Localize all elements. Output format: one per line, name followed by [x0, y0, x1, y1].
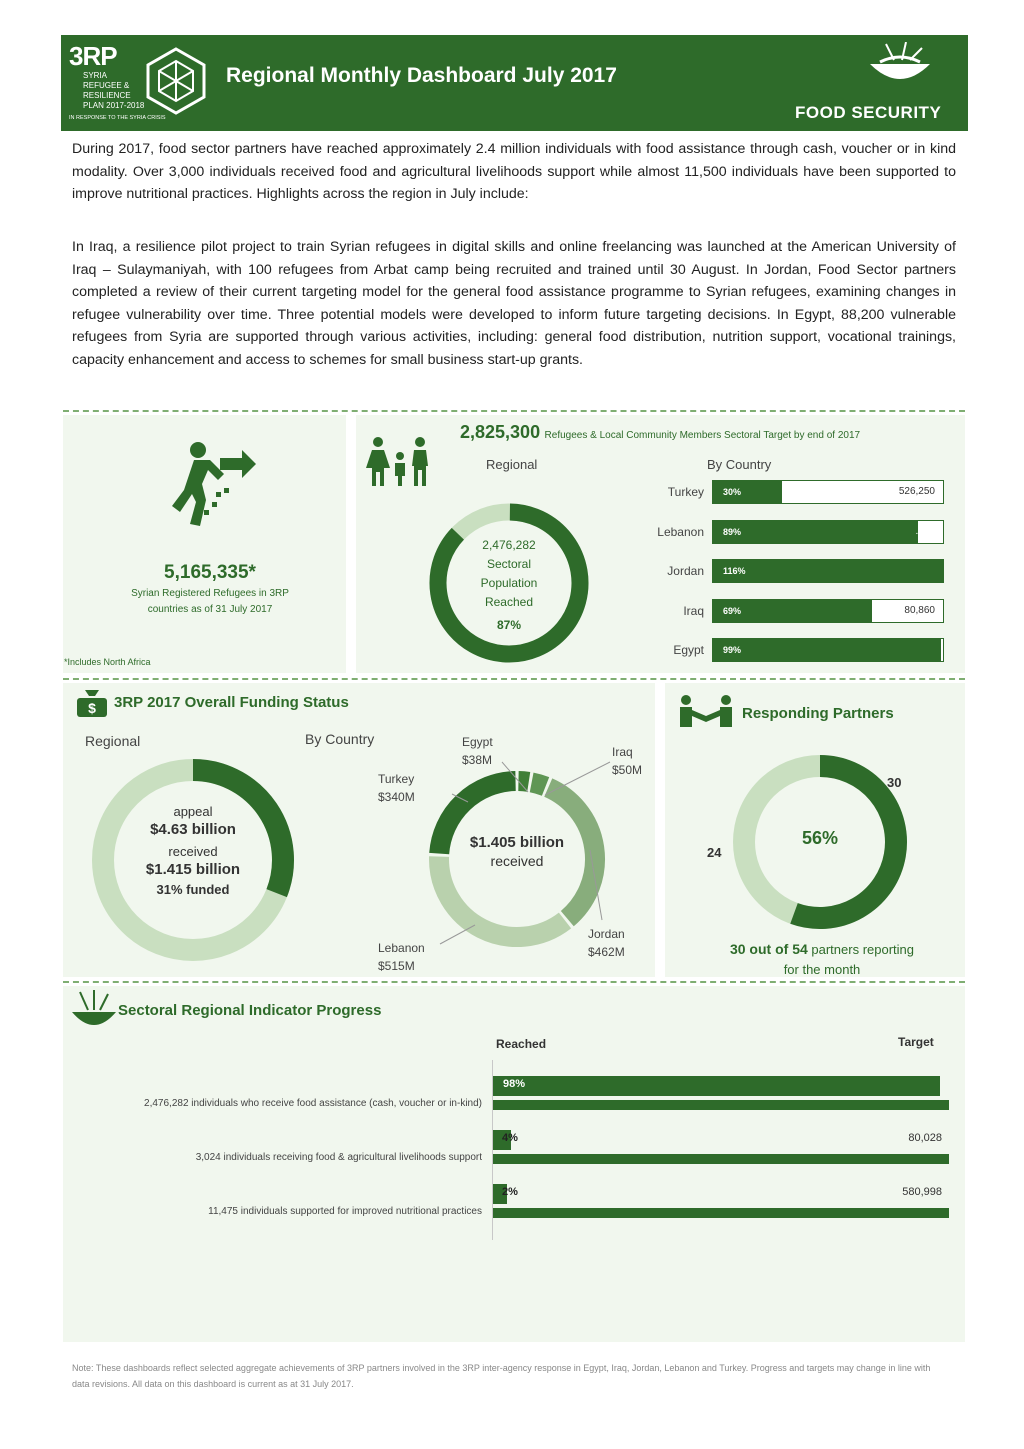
- funding-regional-label: Regional: [85, 733, 141, 749]
- country-bar-label: Egypt: [673, 643, 704, 657]
- logo-sub-2: REFUGEE &: [83, 81, 130, 90]
- country-bar-label: Lebanon: [657, 524, 704, 539]
- refugee-count: 5,165,335*: [164, 562, 256, 583]
- page-title: Regional Monthly Dashboard July 2017: [226, 64, 617, 87]
- indicator-target-bar: [493, 1100, 949, 1110]
- country-bar: [712, 599, 944, 623]
- country-bar-target: 80,860: [904, 604, 935, 616]
- partners-reporting-label: 30: [887, 775, 902, 790]
- funding-callout-turkey: [378, 770, 415, 806]
- appeal-value: $4.63 billion: [150, 821, 236, 838]
- partners-not-reporting-label: 24: [707, 845, 722, 860]
- footnote: Note: These dashboards reflect selected aggregate achievements of 3RP partners involved in the 3RP inter-agency response in Egypt, Iraq, Jordan, Lebanon and Turkey. Progress and targets may change in line with data revisions. All data on this dashboard is current as at 31 July 2017.: [72, 1363, 931, 1389]
- partners-caption: [722, 939, 922, 980]
- country-bar-target: 526,250: [898, 486, 935, 497]
- target-donut-line-3: Population: [480, 576, 538, 590]
- country-bar: [712, 520, 944, 544]
- wheat-bowl-icon: [70, 990, 118, 1032]
- country-funding-label: received: [490, 853, 544, 869]
- divider: [63, 410, 965, 412]
- country-bar-fill: 99%: [713, 639, 941, 661]
- money-bag-icon: [75, 688, 109, 718]
- funding-callout-country: Iraq: [612, 745, 633, 759]
- funding-callout-country: Egypt: [462, 735, 493, 749]
- refugee-note: *Includes North Africa: [64, 657, 151, 667]
- partners-caption-bold: 30 out of 54: [729, 941, 808, 957]
- target-header: Target: [898, 1035, 934, 1049]
- indicator-target-bar: [493, 1154, 949, 1164]
- logo-3rp: 3RP: [69, 41, 117, 71]
- target-bycountry-label: By Country: [707, 457, 772, 472]
- intro-paragraph-1: During 2017, food sector partners have reached approximately 2.4 million individuals with food assistance through cash, voucher or in kind modality. Over 3,000 individuals received food and agricultural livelihoods support while almost 11,500 individuals have been supported to improve nutritional practices. Highlights across the region in July include:: [72, 141, 956, 202]
- funding-callout-country: Lebanon: [378, 941, 425, 955]
- funding-callout-country: Turkey: [378, 772, 415, 786]
- logo-sub-3: RESILIENCE: [83, 91, 131, 100]
- country-bar-fill: 89%: [713, 521, 918, 543]
- indicators-title: Sectoral Regional Indicator Progress: [118, 1002, 382, 1019]
- appeal-label: appeal: [173, 804, 213, 819]
- svg-text:$: $: [88, 700, 96, 716]
- country-bar-label: Iraq: [683, 603, 704, 618]
- callout-leaders: [420, 740, 660, 960]
- country-bar: [712, 638, 944, 662]
- indicator-target-value: 80,028: [908, 1132, 942, 1144]
- family-icon: [364, 436, 436, 488]
- funding-callout-value: $50M: [612, 763, 643, 777]
- funding-title: 3RP 2017 Overall Funding Status: [114, 694, 349, 711]
- divider: [63, 981, 965, 983]
- walking-refugee-icon: [160, 440, 260, 530]
- logo-tagline: IN RESPONSE TO THE SYRIA CRISIS: [69, 115, 166, 121]
- indicator-label: 2,476,282 individuals who receive food assistance (cash, voucher or in-kind): [144, 1098, 482, 1109]
- indicator-pct: 4%: [502, 1132, 518, 1144]
- reached-header: Reached: [496, 1037, 547, 1051]
- country-bar: [712, 480, 944, 504]
- indicator-target-value: 580,998: [902, 1186, 942, 1198]
- indicator-label: 3,024 individuals receiving food & agricultural livelihoods support: [195, 1152, 482, 1163]
- target-donut-line-4: Reached: [484, 595, 534, 609]
- received-value: $1.415 billion: [145, 861, 241, 878]
- funding-callout-value: $515M: [378, 959, 415, 973]
- target-headline-value: 2,825,300: [460, 422, 541, 442]
- country-bar: [712, 559, 944, 583]
- indicator-pct: 2%: [502, 1186, 518, 1198]
- country-funding-value: $1.405 billion: [469, 834, 565, 851]
- target-headline: [460, 422, 860, 443]
- indicator-reached-bar: [493, 1076, 940, 1096]
- received-label: received: [168, 844, 218, 859]
- country-bar-fill: 116%: [713, 560, 943, 582]
- logo-sub-4: PLAN 2017-2018: [83, 101, 145, 110]
- target-donut-line-2: Sectoral: [486, 557, 532, 571]
- partners-pct: 56%: [801, 828, 839, 848]
- country-bar-target: ...88: [915, 525, 935, 537]
- country-bar-label: Turkey: [667, 485, 704, 499]
- country-bar-label: Jordan: [667, 564, 704, 578]
- country-bar-list: [640, 480, 944, 670]
- indicator-pct: 98%: [503, 1078, 526, 1090]
- handshake-icon: [678, 694, 734, 728]
- funding-callout-lebanon: [378, 939, 425, 975]
- funding-callout-value: $38M: [462, 753, 493, 767]
- logo-sub-1: SYRIA: [83, 71, 108, 80]
- funding-callout-country: Jordan: [588, 927, 625, 941]
- country-bar-fill: 30%: [713, 481, 782, 503]
- target-donut-line-1: 2,476,282: [482, 538, 536, 552]
- food-bowl-icon: [866, 42, 934, 88]
- partners-caption-rest: partners reporting for the month: [783, 942, 915, 977]
- funding-donut-label: [120, 804, 266, 897]
- intro-paragraph-2: In Iraq, a resilience pilot project to train Syrian refugees in digital skills and online freelancing was launched at the American University of Iraq – Sulaymaniyah, with 100 refugees from Arbat camp being recruited and trained until 30 August. In Jordan, Food Sector partners completed a review of their current targeting model for the general food assistance programme to Syrian refugees, examining changes in refugee vulnerability over time. Three potential models were developed to inform future targeting decisions. In Egypt, 88,200 vulnerable refugees from Syria are supported through various activities, including: general food distribution, nutrition support, vocational trainings, capacity enhancement and access to schemes for small business start-up grants.: [72, 239, 956, 368]
- funding-callout-value: $462M: [588, 945, 625, 959]
- sector-tag: FOOD SECURITY: [795, 103, 942, 122]
- target-regional-label: Regional: [486, 457, 538, 472]
- funding-bycountry-label: By Country: [305, 731, 375, 747]
- indicator-label: 11,475 individuals supported for improved nutritional practices: [208, 1206, 482, 1217]
- funding-callout-value: $340M: [378, 790, 415, 804]
- country-bar-fill: 69%: [713, 600, 872, 622]
- logo-emblem-icon: [143, 45, 209, 117]
- target-donut-pct: 87%: [496, 618, 522, 632]
- funded-text: 31% funded: [156, 882, 230, 897]
- refugee-caption: Syrian Registered Refugees in 3RP countries as of 31 July 2017: [131, 588, 289, 615]
- indicator-target-bar: [493, 1208, 949, 1218]
- divider: [63, 678, 965, 680]
- partners-title: Responding Partners: [742, 705, 894, 722]
- target-headline-text: Refugees & Local Community Members Sectoral Target by end of 2017: [544, 430, 861, 441]
- target-donut-label: [454, 536, 564, 635]
